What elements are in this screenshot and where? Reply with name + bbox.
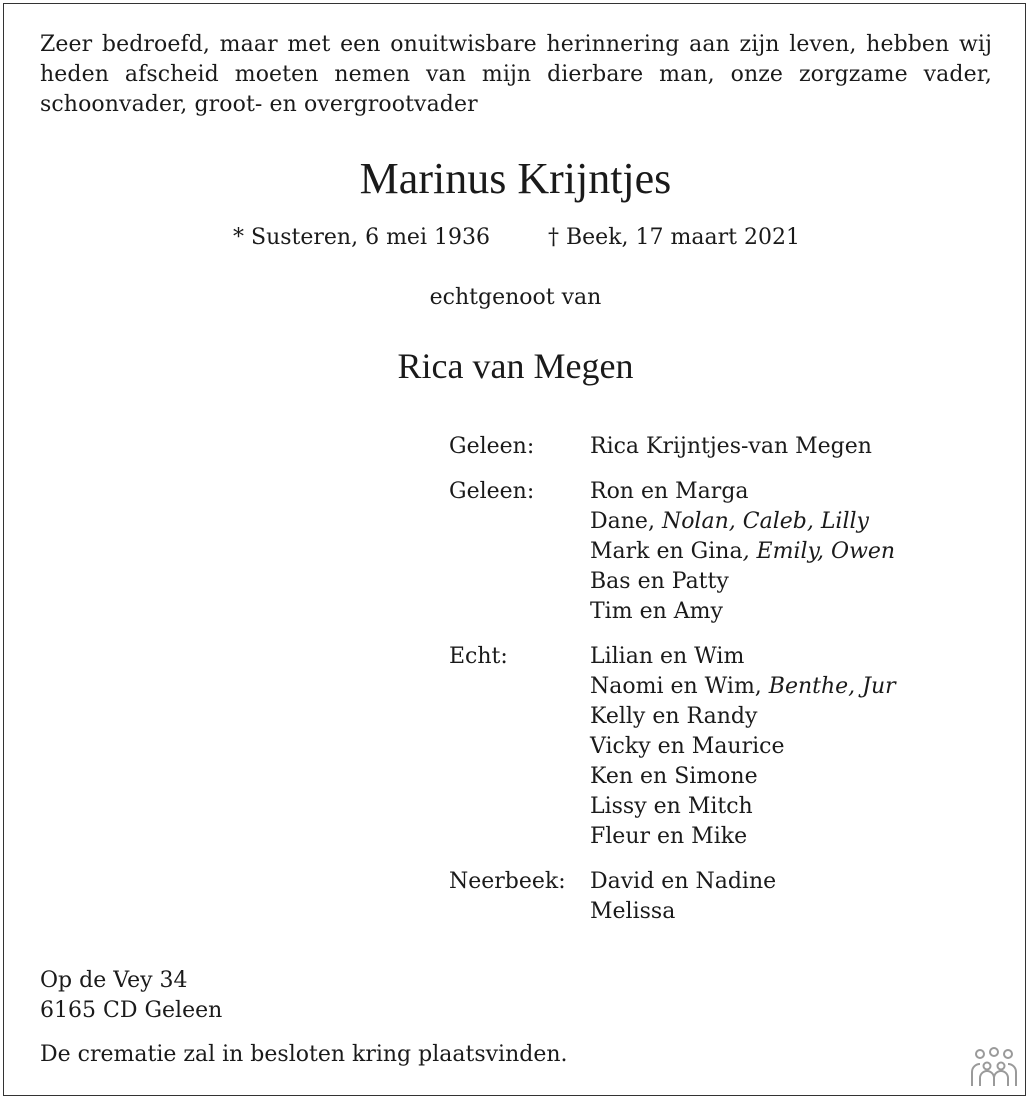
family-member xyxy=(590,762,896,792)
family-group xyxy=(449,867,896,927)
family-member-grandchildren: Benthe, Jur xyxy=(768,674,896,699)
intro-line: Zeer bedroefd, maar met een onuitwisbare herinnering aan zijn leven, hebben wij xyxy=(40,32,992,57)
family-member xyxy=(590,897,776,927)
family-place: Geleen: xyxy=(449,434,535,459)
family-member xyxy=(590,702,896,732)
family-member xyxy=(590,867,776,897)
family-list xyxy=(449,432,896,942)
intro-line: schoonvader, groot- en overgrootvader xyxy=(40,92,478,117)
family-member-grandchildren: Nolan, Caleb, Lilly xyxy=(661,509,869,534)
family-members xyxy=(590,867,776,927)
family-member-names: Tim en Amy xyxy=(590,599,723,624)
family-member xyxy=(590,567,895,597)
family-members xyxy=(590,642,896,852)
family-member xyxy=(590,537,895,567)
family-member xyxy=(590,792,896,822)
spouse-of-label: echtgenoot van xyxy=(429,285,602,310)
family-place: Echt: xyxy=(449,644,508,669)
spouse-name: Rica van Megen xyxy=(397,346,634,386)
family-member-names: Naomi en Wim, xyxy=(590,674,769,699)
family-members xyxy=(590,432,872,462)
death-date: † Beek, 17 maart 2021 xyxy=(548,225,800,250)
family-member xyxy=(590,432,872,462)
family-member-grandchildren: , Emily, Owen xyxy=(742,539,896,564)
family-member xyxy=(590,642,896,672)
family-member-names: Ron en Marga xyxy=(590,479,749,504)
family-member-names: Melissa xyxy=(590,899,676,924)
family-member xyxy=(590,822,896,852)
family-member xyxy=(590,477,895,507)
address-street: Op de Vey 34 xyxy=(40,968,188,993)
family-member-names: Rica Krijntjes-van Megen xyxy=(590,434,872,459)
family-member-names: Kelly en Randy xyxy=(590,704,758,729)
family-place: Geleen: xyxy=(449,479,535,504)
family-place: Neerbeek: xyxy=(449,869,566,894)
address-city: 6165 CD Geleen xyxy=(40,998,223,1023)
family-member xyxy=(590,597,895,627)
intro-line: heden afscheid moeten nemen van mijn dierbare man, onze zorgzame vader, xyxy=(40,62,992,87)
deceased-name: Marinus Krijntjes xyxy=(359,154,672,203)
address xyxy=(40,966,222,1026)
intro-text xyxy=(40,30,992,120)
family-member xyxy=(590,507,895,537)
birth-date: * Susteren, 6 mei 1936 xyxy=(233,225,490,250)
family-member-names: Bas en Patty xyxy=(590,569,729,594)
family-member-names: David en Nadine xyxy=(590,869,777,894)
family-member xyxy=(590,732,896,762)
family-member-names: Lilian en Wim xyxy=(590,644,745,669)
family-group xyxy=(449,642,896,852)
family-group xyxy=(449,477,896,627)
family-member xyxy=(590,672,896,702)
family-people-logo-icon xyxy=(968,1046,1020,1090)
family-group xyxy=(449,432,896,462)
cremation-note: De crematie zal in besloten kring plaatsvinden. xyxy=(40,1042,568,1067)
family-member-names: Fleur en Mike xyxy=(590,824,748,849)
family-member-names: Ken en Simone xyxy=(590,764,758,789)
family-members xyxy=(590,477,895,627)
family-member-names: Mark en Gina xyxy=(590,539,743,564)
family-member-names: Lissy en Mitch xyxy=(590,794,753,819)
family-member-names: Vicky en Maurice xyxy=(590,734,785,759)
family-member-names: Dane, xyxy=(590,509,662,534)
